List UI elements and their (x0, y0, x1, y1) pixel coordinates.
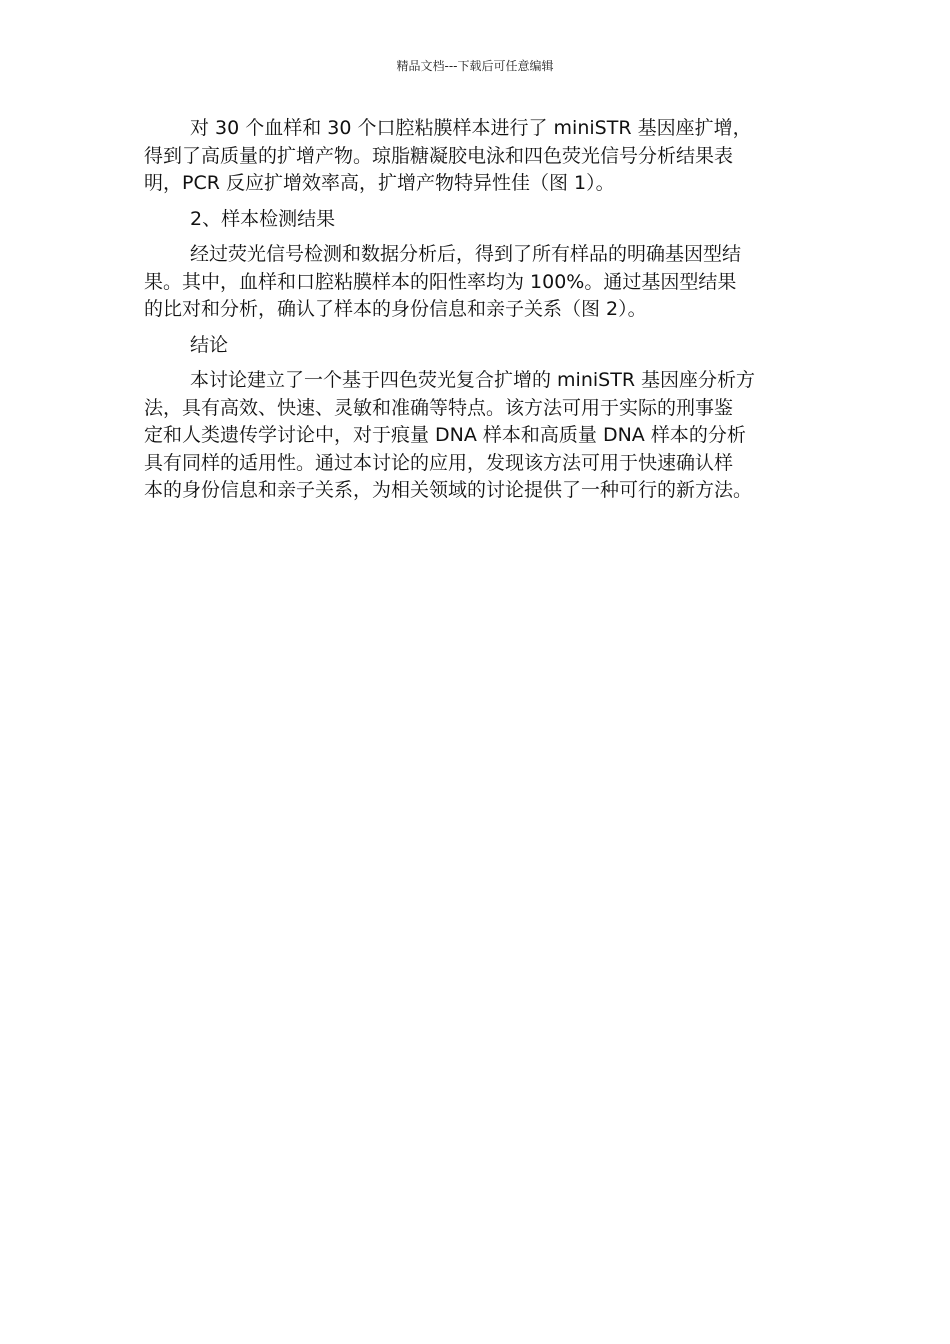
text-line: 经过荧光信号检测和数据分析后，得到了所有样品的明确基因型结 (190, 243, 742, 265)
text-line: 明，PCR 反应扩增效率高，扩增产物特异性佳（图 1）。 (144, 172, 615, 194)
document-body (144, 115, 808, 513)
text-line: 本讨论建立了一个基于四色荧光复合扩增的 miniSTR 基因座分析方 (190, 369, 756, 391)
text-line: 定和人类遗传学讨论中，对于痕量 DNA 样本和高质量 DNA 样本的分析 (144, 424, 746, 446)
paragraph-conclusion (144, 367, 808, 505)
heading-text: 结论 (190, 333, 229, 356)
section-heading-conclusion (144, 332, 808, 360)
paragraph-amplification (144, 115, 808, 198)
header-note: 精品文档---下载后可任意编辑 (396, 59, 554, 73)
heading-text: 2、样本检测结果 (190, 207, 336, 230)
section-heading-results (144, 206, 808, 234)
paragraph-results (144, 241, 808, 324)
text-line: 的比对和分析，确认了样本的身份信息和亲子关系（图 2）。 (144, 298, 647, 320)
text-line: 对 30 个血样和 30 个口腔粘膜样本进行了 miniSTR 基因座扩增， (190, 117, 752, 139)
text-line: 得到了高质量的扩增产物。琼脂糖凝胶电泳和四色荧光信号分析结果表 (144, 144, 734, 167)
text-line: 本的身份信息和亲子关系，为相关领域的讨论提供了一种可行的新方法。 (144, 479, 753, 501)
text-line: 法，具有高效、快速、灵敏和准确等特点。该方法可用于实际的刑事鉴 (144, 396, 734, 419)
text-line: 具有同样的适用性。通过本讨论的应用，发现该方法可用于快速确认样 (144, 451, 734, 474)
text-line: 果。其中，血样和口腔粘膜样本的阳性率均为 100%。通过基因型结果 (144, 270, 737, 293)
